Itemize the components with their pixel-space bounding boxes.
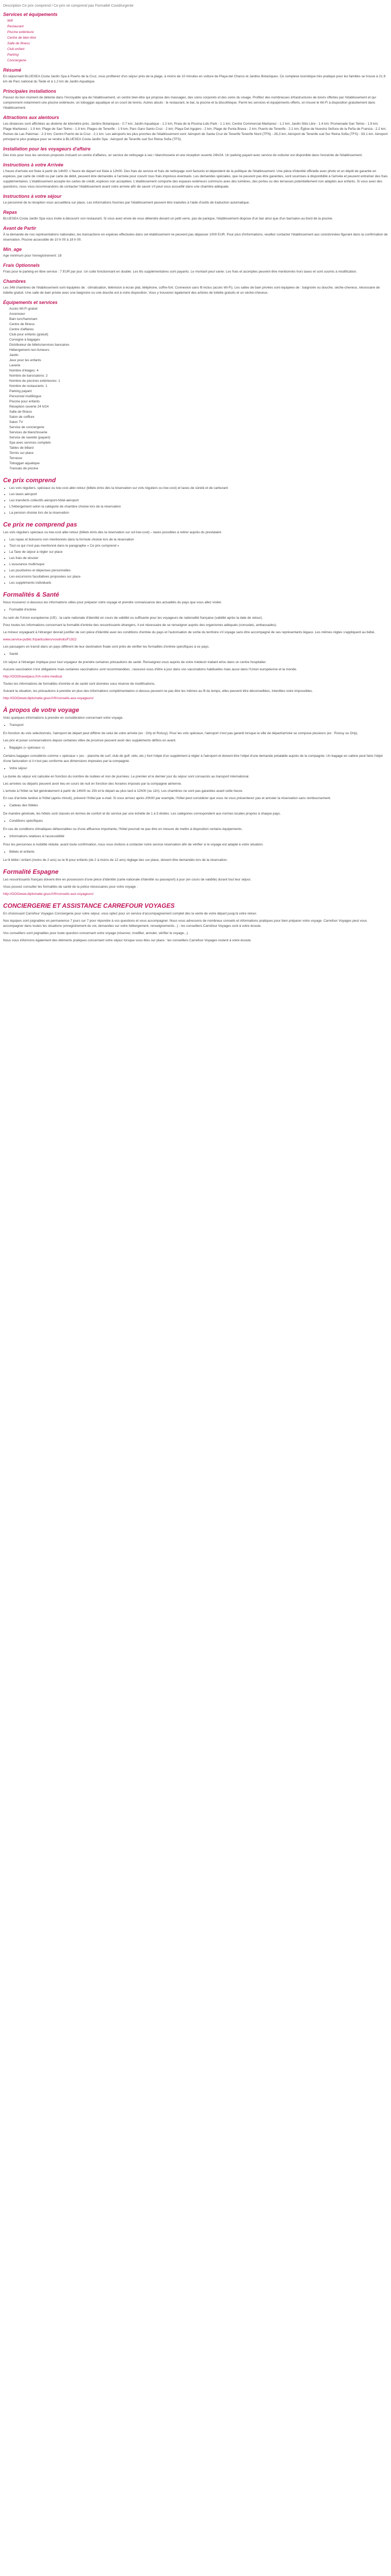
propos-para6: L'arrivée à l'hôtel se fait généralement à partir de 14h00 ou 15h et le départ au plus tard à 12h00 (ou 11h). Les chambres ne sont pas garanties avant cette heure. (3, 789, 243, 793)
equipement-item: Ascenseur (9, 312, 25, 316)
equipement-item: Tables de billard (9, 446, 34, 450)
equipement-item: Salon de coiffure (9, 415, 35, 419)
arrivee-text: L'heure d'arrivée est fixée à partir de 14h00. L'heure de départ est fixée à 12h00. Des frais de service et frais de nettoyage sont facturés et dépendent de la politique de l'établissement. Une pièce d'identité officielle avec photo et un dépôt de garantie en espèces, par carte de crédit ou par carte de débit, peuvent être demandés à l'arrivée pour couvrir tous frais imprévus éventuels. Les demandes spéciales, que ne peuvent pas être garanties, sont soumises à disponibilité à l'arrivée et peuvent entraîner des frais supplémentaires. L'établissement accepte les cartes de crédit, espèces non acceptées. L'établissement comporte des espaces extérieurs communs avec des lumières, des portes ou des terrasses potentiellement non adaptés aux enfants. Si vous avez des questions, nous vous recommandons de contacter l'établissement avant votre arrivée afin de savoir s'il peut vous accueillir dans une chambre adéquate. (3, 170, 388, 189)
chambres-text: Les 348 chambres de l'établissement sont équipées de : climatisation, télévision à écran plat, téléphone, coffre-fort. Connexion sans fil inclus (accès Wi-Fi). Les salles de bain privées sont équipées de : baignoire ou douche, sèche-cheveux, nécessaire de toilette gratuit. Une salle de bain privée avec une baignoire ou une douche est à votre disposition. Vous y trouverez également des articles de toilette gratuits et un sèche-cheveux. (3, 286, 380, 295)
votre-sejour-text: Le personnel de la réception vous accueillera sur place. Les informations fournies par l'établissement peuvent être traduites à l'aide d'outils de traduction automatique. (3, 201, 250, 205)
breadcrumb: Description Ce prix comprend / Ce prix ne comprend pas Formalité Covid/urgente (3, 4, 134, 8)
service-item: Wifi (7, 19, 13, 23)
equipements-title: Équipements et services (3, 300, 58, 305)
formalites-item: • Formalité d'entrée (9, 607, 388, 613)
formalites-para1: Au sein de l'Union européenne (UE) : la carte nationale d'identité en cours de validité ou suffisante pour les voyageurs de nationalité française (validité après la date de retour). (3, 616, 263, 620)
propos-para1: En fonction du vols sélectionnés, l'aéroport de départ peut différer de celui de votre arrivée (ex : Orly et Roissy). Pour les vols spéciaux, l'aéroport n'est pas garanti lorsque la ville de départ/arrivée se compose plusieurs (ex : Roissy ou Orly). (3, 732, 359, 735)
prix-pas-item: • Les pourboires et dépenses personnelles (9, 568, 388, 573)
equipement-item: Transats de piscine (9, 467, 39, 470)
equipement-item: Service de conciergerie (9, 426, 44, 429)
conciergerie-text3: Vos conseillers sont joignables pour toute question concernant votre voyage (réserver, modifier, annuler, vérifier le voyage...). (3, 931, 189, 935)
voyageurs-text: Des trois pour tous les services proposés incluant un centre d'affaires, un service de nettoyage à sec / blanchisserie et une réception ouverte 24h/24. Un parking payant avec service de voiturier est disponible dans l'enceinte de l'établissement. (3, 154, 363, 157)
min-age-text: Age minimum pour l'enregistrement: 18 (3, 254, 62, 258)
avant-partir-text: À la demande de nos représentations nationales, les transactions en espèces effectuées dans cet établissement ne peuvent pas dépasser 1000 EUR. Pour plus d'informations, veuillez contacter l'établissement aux coordonnées figurant dans la confirmation de réservation. Piscine accessible de 10 h 00 à 18 h 00. (3, 233, 388, 242)
propos-item3: • Votre séjour (9, 766, 388, 771)
votre-sejour-title: Instructions à votre séjour (3, 194, 62, 199)
conciergerie-text1: En choisissant Carrefour Voyages Conciergerie pour votre séjour, vous optez pour un service d'accompagnement complet dès la vente de votre départ jusqu'à votre retour. (3, 912, 257, 916)
formalites-para7: Toutes les informations de formalités d'entrée et de santé sont données sous réserve de modifications. (3, 682, 155, 686)
prix-pas-item: • Les repas et boissons non mentionnés dans la formule choisie lors de la réservation (9, 537, 388, 543)
voyageurs-title: Installation pour les voyageurs d'affaire (3, 146, 91, 151)
propos-list5 (9, 819, 388, 824)
prix-comprend-list (9, 486, 388, 516)
propos-list6 (9, 834, 388, 839)
equipement-item: Terrasse (9, 456, 22, 460)
equipement-item: Centre d'affaires (9, 328, 34, 331)
equipement-item: Nombre de bars/salons: 2 (9, 374, 48, 378)
chambres-title: Chambres (3, 279, 26, 284)
services-title: Services et équipements (3, 12, 58, 17)
formalites-para2: Pour toutes les informations concernant la formalité d'entrée des ressortissants étrangers, il est nécessaire de se renseigner auprès des organismes adéquats (consulats, ambassades). (3, 623, 277, 627)
attractions-text: Les distances sont affichées au dixième de kilomètre près. Jardins Botaniques - 0.7 km; Jardin Aquatique - 1.2 km; Praia de la Piscina-Lido Park - 1.1 km; Centre Commercial Martianez - 1.2 km; Jardin Sitio Litre - 1.4 km; Promenade San Telmo - 1.9 km; Plage Martianez - 1.9 km; Plage de San Telmo - 1.9 km; Plages de Tenerife - 1 9 km; Parc Garo Santo Cruz - 2 km; Playa Del Agujero - 2 km; Plage de Punta Brava - 2 km; Puerto de Tenerife - 2.1 km; Église de Nuestra Señora de la Peña de Francia - 2.2 km; Ruines de Las Palomas - 2.3 km; Centro Puerto de la Cruz - 2.1 km. Les aéroports les plus proches de l'établissement sont: Aéroport de Santa Cruz de Tenerife Tenerife Nord (TFN) - 26,3 km; Aéroport de Tenerife sud Sur Reina Sofia (TFS) - 93.1 km. Aéroport principal le plus pratique pour se rendre à BLUESEA Costa Jardin Spa : Aéroport de Tenerife sud Sur Reina Sofia (TFS). (3, 122, 388, 141)
propos-para5: Les arrivées ou départs peuvent avoir lieu en cours de nuit en fonction des horaires imposés par la compagnie aérienne. (3, 782, 182, 786)
principales-title: Principales installations (3, 89, 57, 94)
propos-text: Voici quelques informations à prendre en considération concernant votre voyage. (3, 716, 124, 720)
prix-pas-intro: Les vols réguliers spéciaux ou low-cost aller-retour (billets émis dès la réservation sur vol low-cost) – taxes possibles à retirer auprès du prestataire (3, 531, 222, 534)
equipements-list (9, 307, 388, 471)
equipement-item: Jardin (9, 353, 19, 357)
covid-title: Formalité Espagne (3, 868, 59, 875)
equipement-item: Jeux pour les enfants (9, 359, 41, 362)
equipement-item: Toboggan aquatique (9, 462, 40, 465)
equipement-item: Tennis sur place (9, 451, 34, 455)
propos-para8: De manière générale, les hôtels sont classés en termes de confort et de service par une échelle de 1 à 5 étoiles. Les catégories correspondent aux normes locales propres à chaque pays. (3, 812, 281, 816)
covid-text2: Vous pouvez consulter les formalités de santé de la police nécessaires pour votre voyage : (3, 885, 138, 889)
equipement-item: Personnel multilingue (9, 395, 42, 398)
prix-comprend-item: • Les vols réguliers, spéciaux ou low-cost aller-retour (billets émis dès la réservation sur vols réguliers ou low-cost) et taxes de sûreté et de carburant (9, 486, 388, 491)
frais-text: Frais pour le parking en libre service : 7 EUR par jour. Un culte fonctionnant en double. Les lits supplémentaires sont payants. Le montant peut varier. Les frais et acomptes peuvent être mentionnés hors taxes et sont soumis à modification. (3, 270, 357, 274)
frais-title: Frais Optionnels (3, 263, 40, 268)
equipement-item: Salon TV (9, 420, 23, 424)
equipement-item: Réception ouverte 24 h/24 (9, 405, 49, 409)
formalites-para3: Le mineur voyageant à l'étranger devrait justifier de son pièce d'identité avec les conditions d'entrée du pays et l'autorisation de sortie du territoire s'il voyage sans être accompagné de ses représentants légaux. Les mêmes règles s'appliquent au bébé. (3, 631, 376, 634)
equipement-item: Nombre d'étages: 4 (9, 369, 39, 372)
services-list (7, 19, 388, 63)
service-item: Salle de fitness (7, 42, 30, 45)
min-age-title: Min_age (3, 247, 22, 252)
prix-pas-item: • L'assurance multirisque (9, 562, 388, 567)
service-item: Centre de bien-être (7, 36, 37, 40)
equipement-item: Laverie (9, 364, 21, 367)
service-item: Conciergerie (7, 59, 26, 62)
equipement-item: Consigne à bagages (9, 338, 40, 342)
propos-para11: Le lit bébé / enfant (moins de 2 ans) ou le lit pour enfants (de 2 à moins de 12 ans) réglage des sur place, doivent être demandés lors de la réservation. (3, 858, 228, 862)
conciergerie-text2: Nos équipes sont joignables en permanence 7 jours sur 7 pour répondre à vos questions et vous accompagner. Nous vous adressons de nombreux conseils et informations pratiques pour bien préparer votre voyage. Carrefour Voyages peut vous accompagner dans toutes les situations (enregistrement du vol, demandes sur votre hébergement, renseignements...) - les conseillers Carrefour Voyages sont à votre écoute. (3, 919, 367, 928)
service-item: Piscine extérieure (7, 30, 34, 34)
prix-comprend-title: Ce prix comprend (3, 477, 56, 484)
propos-title: À propos de votre voyage (3, 706, 79, 714)
service-item: Parking (7, 53, 19, 57)
equipement-item: Services de blanchisserie (9, 431, 47, 434)
equipement-item: Nombre de restaurants: 1 (9, 384, 47, 388)
resume-text: En séjournant BLUESEA Costa Jardin Spa à Puerto de la Cruz, vous profiterez d'un séjour près de la plage, à moins de 10 minutes en voiture de Playa del Charco et Jardins Botaniques. Ce complexe touristique très pratique pour les familles se trouve à 21.9 km de Parc national du Teide et à 1.2 km de Jardin Aquatique. (3, 75, 386, 83)
formalites-link1[interactable]: www.service-public.fr/particuliers/vosdroits/F1922 (3, 638, 77, 641)
prix-pas-item: • La Taxe de séjour à régler sur place (9, 550, 388, 555)
prix-pas-title: Ce prix ne comprend pas (3, 521, 77, 528)
formalites-list2 (9, 652, 388, 657)
prix-pas-item: • Les excursions facultatives proposées sur place (9, 574, 388, 580)
prix-comprend-item: • Les transferts collectifs aéroport-hôtel-aéroport (9, 498, 388, 503)
equipement-item: Club pour enfants (gratuit) (9, 333, 48, 336)
propos-item6: • Informations relatives à l'accessibilité (9, 834, 388, 839)
repas-title: Repas (3, 210, 18, 215)
attractions-title: Attractions aux alentours (3, 115, 59, 120)
prix-pas-list (9, 537, 388, 586)
formalites-para8: Suivant la situation, les précautions à prendre en plus des informations complémentaires ci-dessus peuvent ne pas être les mêmes au fil du temps, elles peuvent être déconseillées, interdites voire impossibles. (3, 689, 313, 693)
equipement-item: Bain turc/hammam (9, 317, 38, 321)
formalites-para6: Aucune vaccination n'est obligatoire mais certaines vaccinations sont recommandées ; rassurez-vous d'être à jour dans vos vaccinations habituelles mais aussi dans l'Union européenne et la monde. (3, 668, 297, 671)
service-item: Club enfant (7, 47, 25, 51)
formalites-para5: Un séjour à l'étranger implique pour tout voyageur de prendre certaines précautions de santé. Renseignez-vous auprès de votre médecin traitant et/ou dans un centre hospitalier. (3, 660, 267, 664)
equipement-item: Spa avec services complets (9, 441, 51, 445)
equipement-item: Parking payant (9, 389, 32, 393)
propos-list7 (9, 850, 388, 855)
covid-link[interactable]: http://OOOwww.diplomatie.gouv.fr/fr/conseils-aux-voyageurs/ (3, 892, 94, 896)
principales-text: Passez du bon moment de détente dans l'incroyable spa de l'établissement, un centre bien-être qui propose des massages, des soins corporels et des soins du visage. Profitez des nombreuses infrastructures de loisirs offertes par l'établissement et qui comprennent notamment une piscine extérieure, un toboggan aquatique et un court de tennis. Autres atouts : le restaurant, le bar, la piscine et la discothèque. Parmi les services et équipements offerts, on trouve le Wi-Fi à disposition gratuitement dans l'établissement. (3, 96, 376, 110)
formalites-para4: Les passagers en transit dans un pays différent de leur destination finale sont priés de vérifier les formalités d'entrée spécifiques à ce pays. (3, 645, 210, 649)
avant-partir-title: Avant de Partir (3, 226, 37, 231)
covid-text: Les ressortissants français doivent être en possession d'une pièce d'identité (carte nationale d'identité ou passeport) à jour (en cours de validité) durant tout leur séjour. (3, 878, 252, 882)
formalites-item2: • Santé (9, 652, 388, 657)
prix-pas-item: • Les frais de dossier (9, 556, 388, 561)
formalites-link3[interactable]: http://OOOwww.diplomatie.gouv.fr/fr/conseils-aux-voyageurs/ (3, 697, 94, 700)
propos-item: • Transport (9, 723, 388, 728)
prix-comprend-item: • Les taxes aéroport (9, 492, 388, 497)
formalites-list (9, 607, 388, 613)
equipement-item: Centre de fitness (9, 323, 35, 326)
propos-para2: Les prix et poser us/reservations depuis certaines villes de province peuvent avoir des suppléments définis en avant. (3, 739, 176, 742)
conciergerie-text4: Nous vous informons également des éléments pratiques concernant votre séjour lorsque vous êtes sur place : les conseillers Carrefour Voyages restent à votre écoute. (3, 939, 252, 942)
formalites-link2[interactable]: http://OOOtravelpass.fr/A-votre-medical (3, 675, 62, 679)
propos-para7: En cas d'arrivée tardive à l'hôtel (après minuit), prévenir l'hôtel par e-mail. Si vous arrivez après 20h00 par exemple, l'hôtel peut considérer que vous ne vous présenterez pas et annuler la réservation sans remboursement. (3, 796, 331, 800)
equipement-item: Service de navette (payant) (9, 436, 51, 439)
equipement-item: Distributeur de billets/services bancaires (9, 343, 70, 347)
propos-para9: En cas de conditions climatiques défavorables ou d'une affluence importante, l'hôtel pourrait ne pas être en mesure de mettre à disposition certains équipements. (3, 827, 243, 831)
service-item: Restaurant (7, 25, 24, 28)
formalites-text: Nous trouverez ci-dessous les informations utiles pour préparer votre voyage et prendre connaissance des actualités du pays que vous allez visiter. (3, 601, 222, 604)
equipement-item: Piscine pour enfants (9, 400, 40, 403)
equipement-item: Nombre de piscines extérieures: 1 (9, 379, 60, 383)
propos-item2: • Bagages (« spéciaux ») (9, 745, 388, 751)
propos-para10: Pour les personnes à mobilité réduite, avant toute confirmation, nous vous invitons à contacter notre service réservation afin de vérifier si le voyage est adapté à votre situation. (3, 843, 264, 846)
formalites-title: Formalités & Santé (3, 591, 59, 598)
propos-list4 (9, 803, 388, 808)
bottom-spacer (3, 945, 388, 952)
propos-para4: La durée du séjour est calculée en fonction du nombre de nuitées et non de journées. Le premier et le dernier jour du séjour sont consacrés au transport international. (3, 775, 250, 778)
product-description-page (0, 0, 391, 964)
propos-list2 (9, 745, 388, 751)
equipement-item: Salle de fitness (9, 410, 32, 414)
prix-comprend-item: • L'hébergement selon la catégorie de chambre choisie lors de la réservation (9, 504, 388, 510)
prix-comprend-item: • La pension choisie lors de la réservation (9, 511, 388, 516)
repas-text: BLUESEA Costa Jardin Spa vous invite à découvrir son restaurant. Si vous avez envie de vous détendre devant un petit verre, pas de panique, l'établissement dispose d'un bar ainsi que d'un bar/salon au bord de la piscine. (3, 217, 333, 221)
resume-title: Résumé (3, 67, 22, 73)
propos-list3 (9, 766, 388, 771)
arrivee-title: Instructions à votre Arrivée (3, 162, 63, 167)
prix-pas-item: • Tout ce qui n'est pas mentionné dans le paragraphe « Ce prix comprend » (9, 544, 388, 549)
propos-item4: • Cadeau des fidèles (9, 803, 388, 808)
propos-item5: • Conditions spécifiques (9, 819, 388, 824)
equipement-item: Accès Wi-Fi gratuit (9, 307, 38, 311)
conciergerie-title: CONCIERGERIE ET ASSISTANCE CARREFOUR VOYAGES (3, 902, 175, 909)
propos-item7: • Bébés et enfants (9, 850, 388, 855)
propos-para3: Certains bagages considérés comme « spéciaux » (ex. : planche de surf, club de golf, vélo, etc.) font l'objet d'un supplément à régler à l'aéroport et doivent être l'objet d'une demande préalable auprès de la compagnie. Un bagage en cabine peut faire l'objet d'une facturation si il n'est pas conforme aux dimensions imposées par la compagnie. (3, 754, 383, 763)
prix-pas-item: • Les suppléments individuels (9, 581, 388, 586)
propos-list (9, 723, 388, 728)
equipement-item: Hébergement non-fumeurs (9, 348, 50, 352)
